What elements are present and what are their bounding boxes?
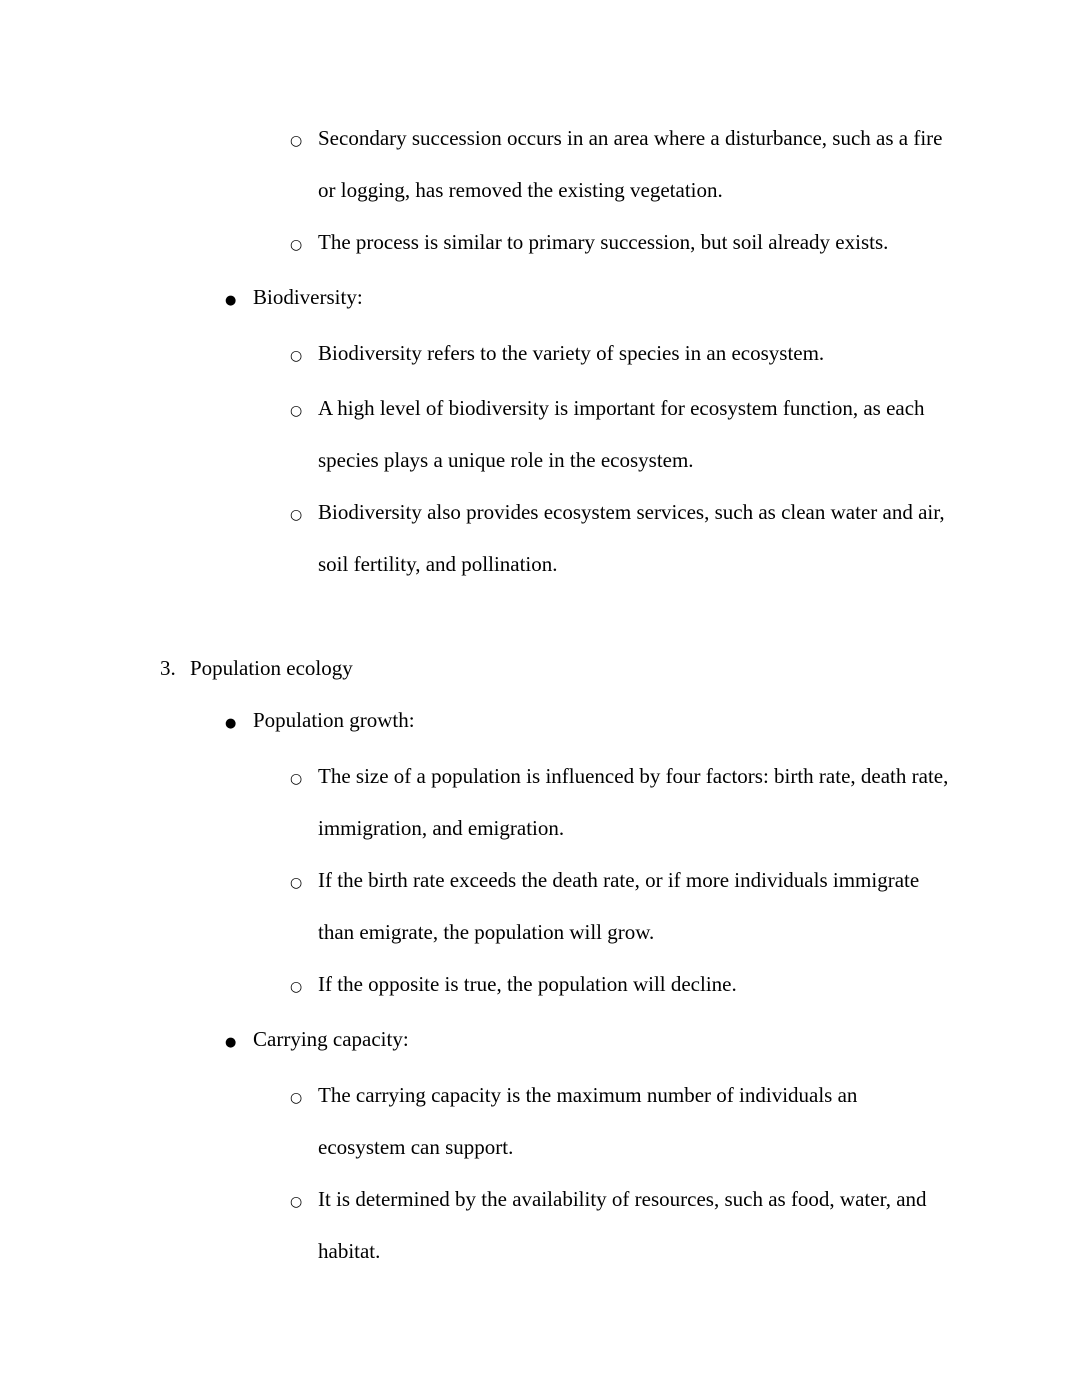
circle-bullet-icon: ○	[290, 979, 303, 995]
list-number: 3.	[160, 656, 176, 680]
list-item-text: The carrying capacity is the maximum number of individuals an ecosystem can support.	[318, 1083, 858, 1159]
list-item	[0, 271, 950, 327]
circle-bullet-icon: ○	[290, 237, 303, 253]
circle-bullet-icon: ○	[290, 771, 303, 787]
list-item-text: The process is similar to primary succession, but soil already exists.	[318, 230, 889, 254]
list-item	[0, 642, 950, 694]
circle-bullet-icon: ○	[290, 133, 303, 149]
circle-bullet-icon: ○	[290, 507, 303, 523]
list-item	[0, 1173, 950, 1277]
list-item	[0, 694, 950, 750]
list-item-text: Population ecology	[190, 656, 353, 680]
list-item-text: Secondary succession occurs in an area where a disturbance, such as a fire or logging, has removed the existing vegetation.	[318, 126, 943, 202]
circle-bullet-icon: ○	[290, 1194, 303, 1210]
list-item	[0, 486, 950, 590]
bullet-icon: ●	[225, 1035, 237, 1050]
list-item-text: Biodiversity:	[253, 285, 363, 309]
list-item-text: Biodiversity refers to the variety of species in an ecosystem.	[318, 341, 825, 365]
bullet-icon: ●	[225, 293, 237, 308]
list-item	[0, 112, 950, 216]
circle-bullet-icon: ○	[290, 403, 303, 419]
list-item-text: Biodiversity also provides ecosystem services, such as clean water and air, soil fertility, and pollination.	[318, 500, 945, 576]
list-item	[0, 327, 950, 382]
blank-line	[0, 590, 950, 642]
list-item-text: The size of a population is influenced by four factors: birth rate, death rate, immigration, and emigration.	[318, 764, 949, 840]
list-item	[0, 1013, 950, 1069]
circle-bullet-icon: ○	[290, 1090, 303, 1106]
list-item	[0, 958, 950, 1013]
list-item-text: It is determined by the availability of resources, such as food, water, and habitat.	[318, 1187, 927, 1263]
list-item	[0, 382, 950, 486]
list-item	[0, 1069, 950, 1173]
list-item	[0, 750, 950, 854]
list-item-text: Carrying capacity:	[253, 1027, 409, 1051]
list-item-text: Population growth:	[253, 708, 415, 732]
circle-bullet-icon: ○	[290, 875, 303, 891]
list-item-text: If the birth rate exceeds the death rate, or if more individuals immigrate than emigrate, the population will grow.	[318, 868, 920, 944]
bullet-icon: ●	[225, 716, 237, 731]
list-item	[0, 854, 950, 958]
list-item-text: If the opposite is true, the population will decline.	[318, 972, 737, 996]
circle-bullet-icon: ○	[290, 348, 303, 364]
list-item-text: A high level of biodiversity is important for ecosystem function, as each species plays a unique role in the ecosystem.	[318, 396, 925, 472]
list-item	[0, 216, 950, 271]
